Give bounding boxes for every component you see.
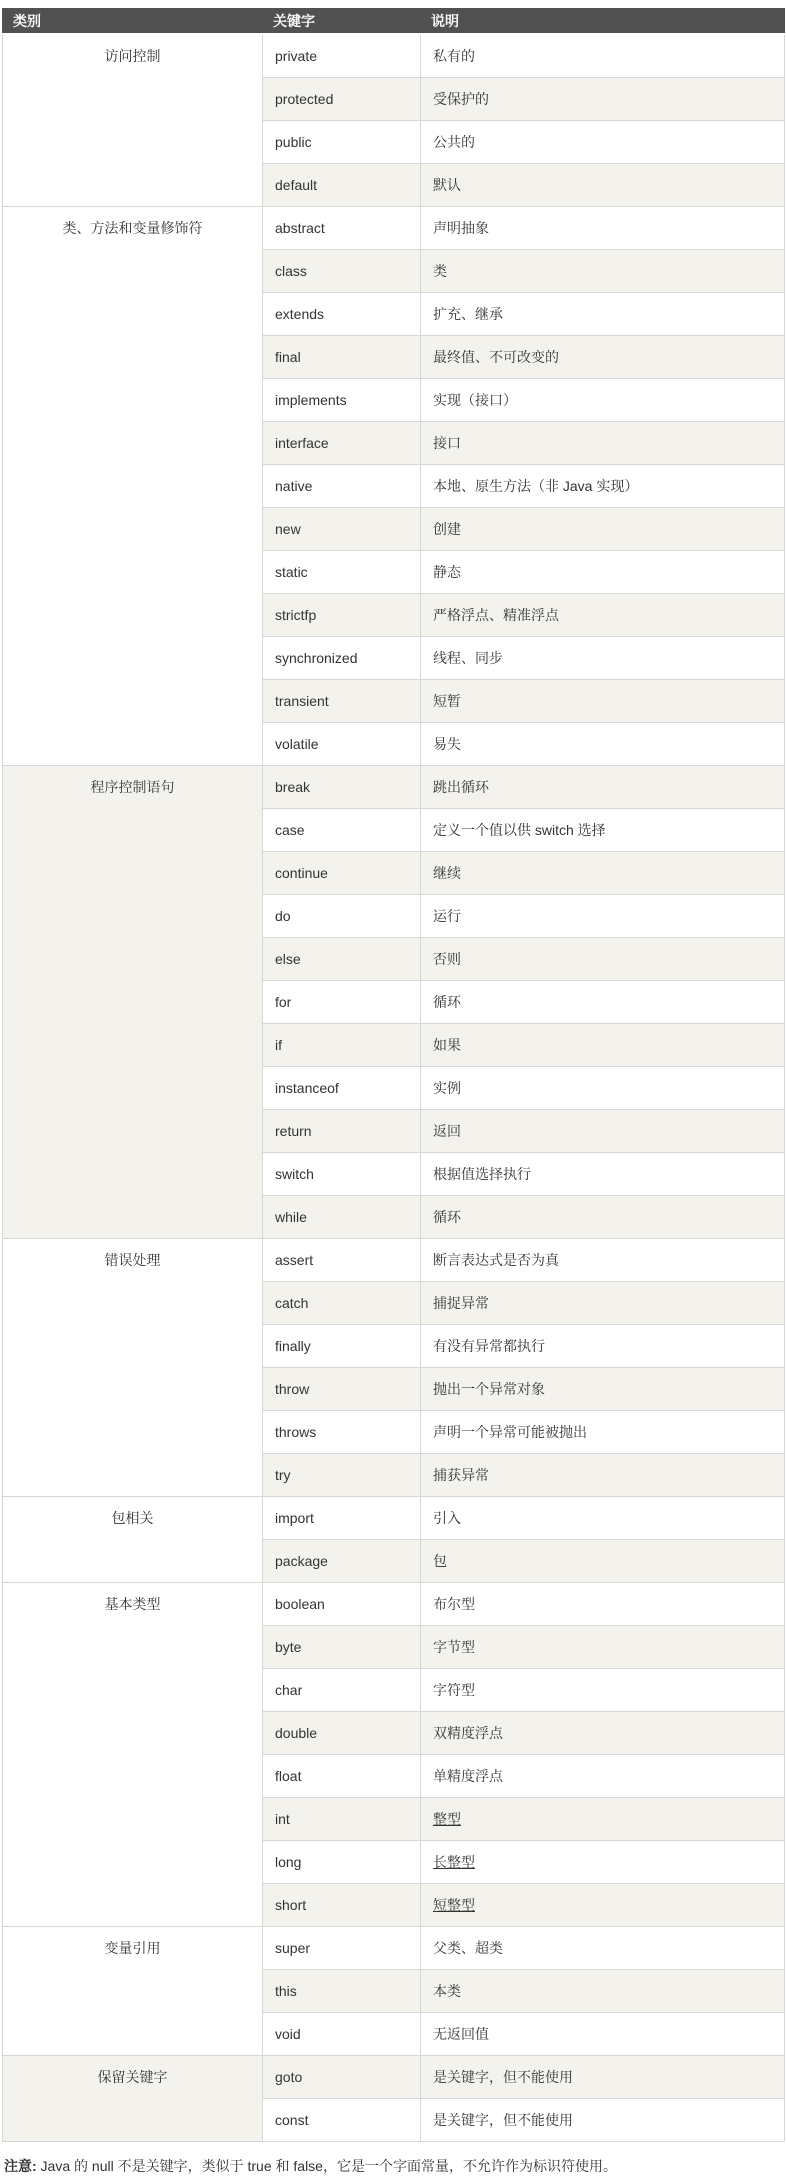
description-cell: 类 [421,250,785,293]
description-cell: 本地、原生方法（非 Java 实现） [421,465,785,508]
keyword-cell: void [263,2013,421,2056]
keyword-cell: throw [263,1368,421,1411]
description-cell: 定义一个值以供 switch 选择 [421,809,785,852]
keyword-cell: class [263,250,421,293]
keyword-cell: abstract [263,207,421,250]
category-cell: 基本类型 [3,1583,263,1927]
keyword-cell: else [263,938,421,981]
header-description: 说明 [421,9,785,35]
table-row [3,1497,785,1540]
keyword-cell: while [263,1196,421,1239]
description-cell: 单精度浮点 [421,1755,785,1798]
table-row [3,2056,785,2099]
description-cell: 短暂 [421,680,785,723]
keyword-cell: const [263,2099,421,2142]
description-cell: 跳出循环 [421,766,785,809]
description-cell: 否则 [421,938,785,981]
note-label: 注意: [4,2158,37,2174]
description-cell [421,1884,785,1927]
description-cell: 扩充、继承 [421,293,785,336]
keyword-type-link[interactable]: 短整型 [433,1897,475,1913]
table-row [3,766,785,809]
keyword-cell: package [263,1540,421,1583]
description-cell: 创建 [421,508,785,551]
keyword-cell: extends [263,293,421,336]
category-cell: 保留关键字 [3,2056,263,2142]
keyword-cell: private [263,34,421,78]
keyword-cell: native [263,465,421,508]
description-cell: 声明一个异常可能被抛出 [421,1411,785,1454]
keyword-cell: throws [263,1411,421,1454]
keyword-type-link[interactable]: 整型 [433,1811,461,1827]
description-cell: 公共的 [421,121,785,164]
keyword-cell: long [263,1841,421,1884]
description-cell: 断言表达式是否为真 [421,1239,785,1282]
keyword-cell: boolean [263,1583,421,1626]
description-cell: 声明抽象 [421,207,785,250]
keyword-cell: this [263,1970,421,2013]
description-cell: 接口 [421,422,785,465]
keyword-cell: case [263,809,421,852]
table-row [3,34,785,78]
keyword-cell: return [263,1110,421,1153]
description-cell [421,1841,785,1884]
keyword-cell: double [263,1712,421,1755]
category-cell: 包相关 [3,1497,263,1583]
keyword-cell: instanceof [263,1067,421,1110]
description-cell [421,1798,785,1841]
keyword-cell: goto [263,2056,421,2099]
description-cell: 双精度浮点 [421,1712,785,1755]
keyword-cell: public [263,121,421,164]
description-cell: 实例 [421,1067,785,1110]
keyword-cell: catch [263,1282,421,1325]
keyword-cell: do [263,895,421,938]
keyword-cell: strictfp [263,594,421,637]
note-text: Java 的 null 不是关键字，类似于 true 和 false，它是一个字面常量，不允许作为标识符使用。 [36,2158,617,2174]
description-cell: 抛出一个异常对象 [421,1368,785,1411]
description-cell: 字符型 [421,1669,785,1712]
keyword-cell: continue [263,852,421,895]
table-row [3,207,785,250]
description-cell: 静态 [421,551,785,594]
keyword-cell: volatile [263,723,421,766]
category-cell: 变量引用 [3,1927,263,2056]
description-cell: 严格浮点、精准浮点 [421,594,785,637]
java-keywords-table [2,8,785,2142]
keyword-cell: byte [263,1626,421,1669]
description-cell: 默认 [421,164,785,207]
keyword-cell: finally [263,1325,421,1368]
keyword-cell: for [263,981,421,1024]
description-cell: 如果 [421,1024,785,1067]
description-cell: 字节型 [421,1626,785,1669]
keyword-cell: short [263,1884,421,1927]
header-category: 类别 [3,9,263,35]
category-cell: 程序控制语句 [3,766,263,1239]
table-body [3,34,785,2142]
footer-note [4,2156,786,2176]
keyword-cell: transient [263,680,421,723]
keyword-cell: super [263,1927,421,1970]
category-cell: 类、方法和变量修饰符 [3,207,263,766]
keyword-cell: if [263,1024,421,1067]
description-cell: 有没有异常都执行 [421,1325,785,1368]
keyword-cell: int [263,1798,421,1841]
description-cell: 线程、同步 [421,637,785,680]
description-cell: 无返回值 [421,2013,785,2056]
keyword-cell: try [263,1454,421,1497]
keyword-cell: assert [263,1239,421,1282]
description-cell: 易失 [421,723,785,766]
keyword-cell: import [263,1497,421,1540]
description-cell: 父类、超类 [421,1927,785,1970]
keyword-cell: switch [263,1153,421,1196]
table-header-row [3,9,785,35]
description-cell: 实现（接口） [421,379,785,422]
description-cell: 布尔型 [421,1583,785,1626]
description-cell: 捕捉异常 [421,1282,785,1325]
description-cell: 循环 [421,981,785,1024]
keyword-cell: protected [263,78,421,121]
description-cell: 是关键字，但不能使用 [421,2099,785,2142]
keyword-cell: new [263,508,421,551]
keyword-cell: interface [263,422,421,465]
category-cell: 错误处理 [3,1239,263,1497]
description-cell: 引入 [421,1497,785,1540]
keyword-cell: char [263,1669,421,1712]
table-row [3,1583,785,1626]
description-cell: 捕获异常 [421,1454,785,1497]
description-cell: 运行 [421,895,785,938]
table-row [3,1239,785,1282]
description-cell: 包 [421,1540,785,1583]
keyword-cell: final [263,336,421,379]
keyword-cell: float [263,1755,421,1798]
description-cell: 循环 [421,1196,785,1239]
description-cell: 本类 [421,1970,785,2013]
description-cell: 最终值、不可改变的 [421,336,785,379]
keyword-type-link[interactable]: 长整型 [433,1854,475,1870]
description-cell: 返回 [421,1110,785,1153]
description-cell: 私有的 [421,34,785,78]
table-row [3,1927,785,1970]
description-cell: 受保护的 [421,78,785,121]
keyword-cell: implements [263,379,421,422]
keyword-cell: default [263,164,421,207]
category-cell: 访问控制 [3,34,263,207]
description-cell: 是关键字，但不能使用 [421,2056,785,2099]
header-keyword: 关键字 [263,9,421,35]
keyword-cell: synchronized [263,637,421,680]
description-cell: 根据值选择执行 [421,1153,785,1196]
keyword-cell: static [263,551,421,594]
description-cell: 继续 [421,852,785,895]
keyword-cell: break [263,766,421,809]
